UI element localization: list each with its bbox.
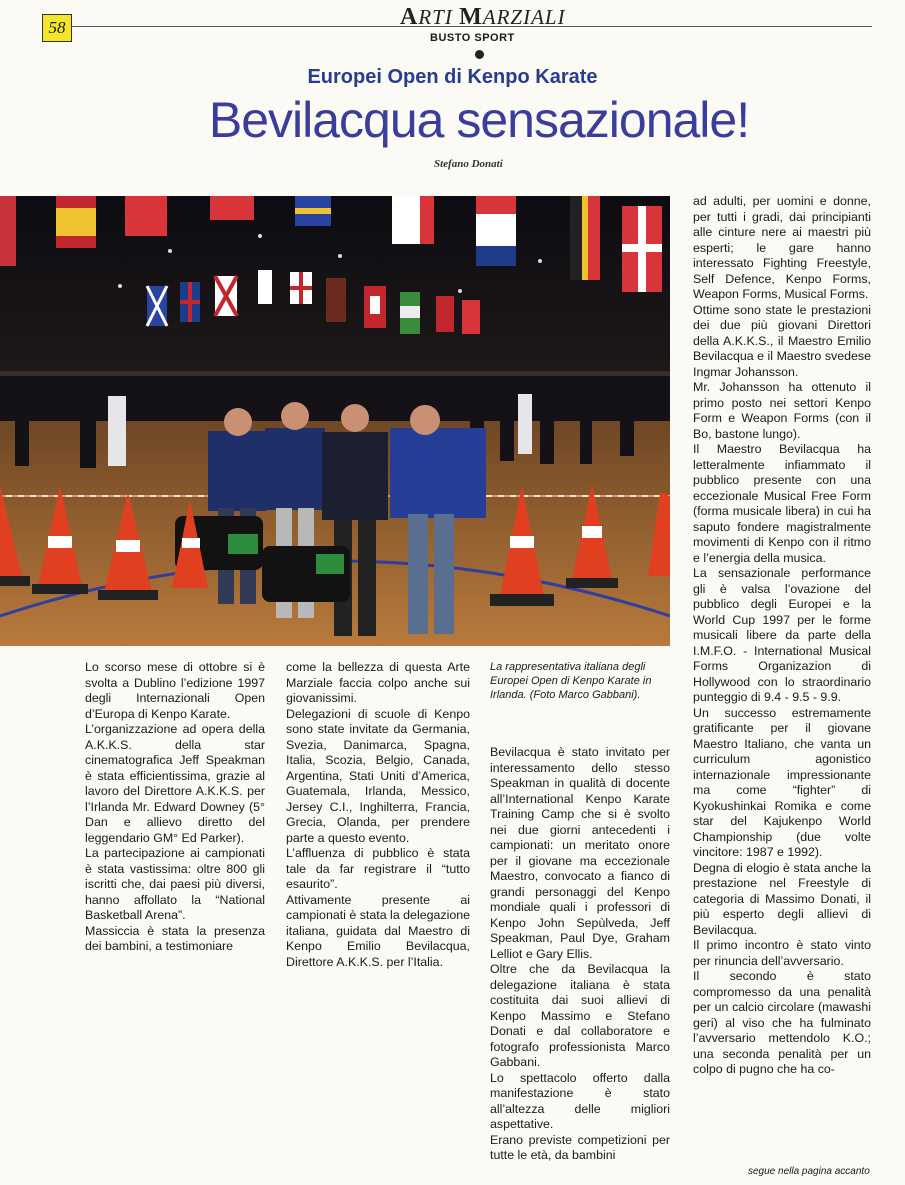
article-column-3: Bevilacqua è stato invitato per interessamento dello stesso Speakman in qualità di docente all’International Kenpo Karate Training Camp che si è svolto nei due giorni antecedenti i campionati: un meritato onore per il giovane ma eccezionale Maestro, convocato a fianco di grandi personaggi del Kenpo mondiale quali i professori di Kenpo John Sepùlveda, Jeff Speakman, Paul Dye, Graham Lelliot e Gary Ellis. Oltre che da Bevilacqua la delegazione italiana è stata costituita dai suoi allievi di Kenpo Massimo e Stefano Donati e dal collaboratore e fotografo professionista Marco Gabbani. Lo spettacolo offerto dalla manifestazione è stato all’altezza delle migliori aspettative. Erano previste competizioni per tutte le età, da bambini bbox=[490, 745, 670, 1162]
section-title: ARTI MARZIALI bbox=[400, 4, 566, 30]
team-photo bbox=[0, 196, 670, 646]
header-bullet bbox=[475, 50, 484, 59]
author-byline: Stefano Donati bbox=[434, 158, 503, 170]
magazine-name: BUSTO SPORT bbox=[430, 32, 515, 44]
article-column-1: Lo scorso mese di ottobre si è svolta a Dublino l’edizione 1997 degli Internazionali Open d’Europa di Kenpo Karate. L’organizzazione ad opera della A.K.K.S. della star cinematografica Jeff Speakman è stata efficientissima, grazie al lavoro del Direttore A.K.K.S. per l’Irlanda Mr. Edward Downey (5° Dan e allievo diretto del leggendario GM° Ed Parker). La partecipazione ai campionati è stata vastissima: oltre 800 gli iscritti che, dai paesi più diversi, hanno affollato la “National Basketball Arena”. Massiccia è stata la presenza dei bambini, a testimoniare bbox=[85, 660, 265, 953]
article-column-2: come la bellezza di questa Arte Marziale faccia colpo anche sui giovanissimi. Delegazioni di scuole di Kenpo sono state invitate da Germania, Svezia, Danimarca, Spagna, Italia, Scozia, Belgio, Canada, Argentina, Stati Uniti d’America, Guatemala, Irlanda, Messico, Jersey C.I., Inghilterra, Francia, Grecia, Olanda, per prendere parte a questo evento. L’affluenza di pubblico è stata tale da far registrare il “tutto esaurito”. Attivamente presente ai campionati è stata la delegazione italiana, guidata dal Maestro di Kenpo Emilio Bevilacqua, Direttore A.K.K.S. per l’Italia. bbox=[286, 660, 470, 969]
photo-caption: La rappresentativa italiana degli Europei Open di Kenpo Karate in Irlanda. (Foto Marco Gabbani). bbox=[490, 661, 652, 701]
article-column-4: ad adulti, per uomini e donne, per tutti i gradi, dai principianti alle cinture nere ai maestri più esperti; le gare hanno interessato Fighting Freestyle, Self Defence, Kenpo Forms, Weapon Forms, Musical Forms. Ottime sono state le prestazioni dei due più giovani Direttori della A.K.K.S., il Maestro Emilio Bevilacqua e il Maestro svedese Ingmar Johansson. Mr. Johansson ha ottenuto il primo posto nei settori Kenpo Form e Weapon Forms (con il Bo, bastone lungo). Il Maestro Bevilacqua ha letteralmente infiammato il pubblico presente con una eccezionale Musical Free Form (forma musicale libera) in cui ha saputo fondere magistralmente movimenti di Kenpo con il ritmo e l’energia della musica. La sensazionale performance gli è valsa l’ovazione del pubblico degli Europei e la World Cup 1997 per le forme musicali libere da parte della I.M.F.O. - International Musical Forms Organizazion di Hollywood con lo straordinario punteggio di 9.4 - 9.5 - 9.9. Un successo estremamente gratificante per il giovane Maestro Italiano, che vanta un curriculum agonistico internazionale impressionante ma come “fighter” di Kyokushinkai Romika e come star del Kajukenpo World Championship (due volte vincitore: 1987 e 1992). Degna di elogio è stata anche la prestazione nel Freestyle di categoria di Massimo Donati, il più esperto degli allievi di Bevilacqua. Il primo incontro è stato vinto per rinuncia dell’avversario. Il secondo è stato compromesso da una penalità per un calcio circolare (mawashi geri) al viso che ha fulminato l’avversario mettendolo K.O.; una seconda penalità per un colpo di pugno che ha co- bbox=[693, 194, 871, 1076]
page-number: 58 bbox=[42, 14, 72, 42]
article-subtitle: Europei Open di Kenpo Karate bbox=[307, 66, 598, 88]
continued-note: segue nella pagina accanto bbox=[748, 1166, 870, 1177]
article-title: Bevilacqua sensazionale! bbox=[208, 92, 750, 148]
